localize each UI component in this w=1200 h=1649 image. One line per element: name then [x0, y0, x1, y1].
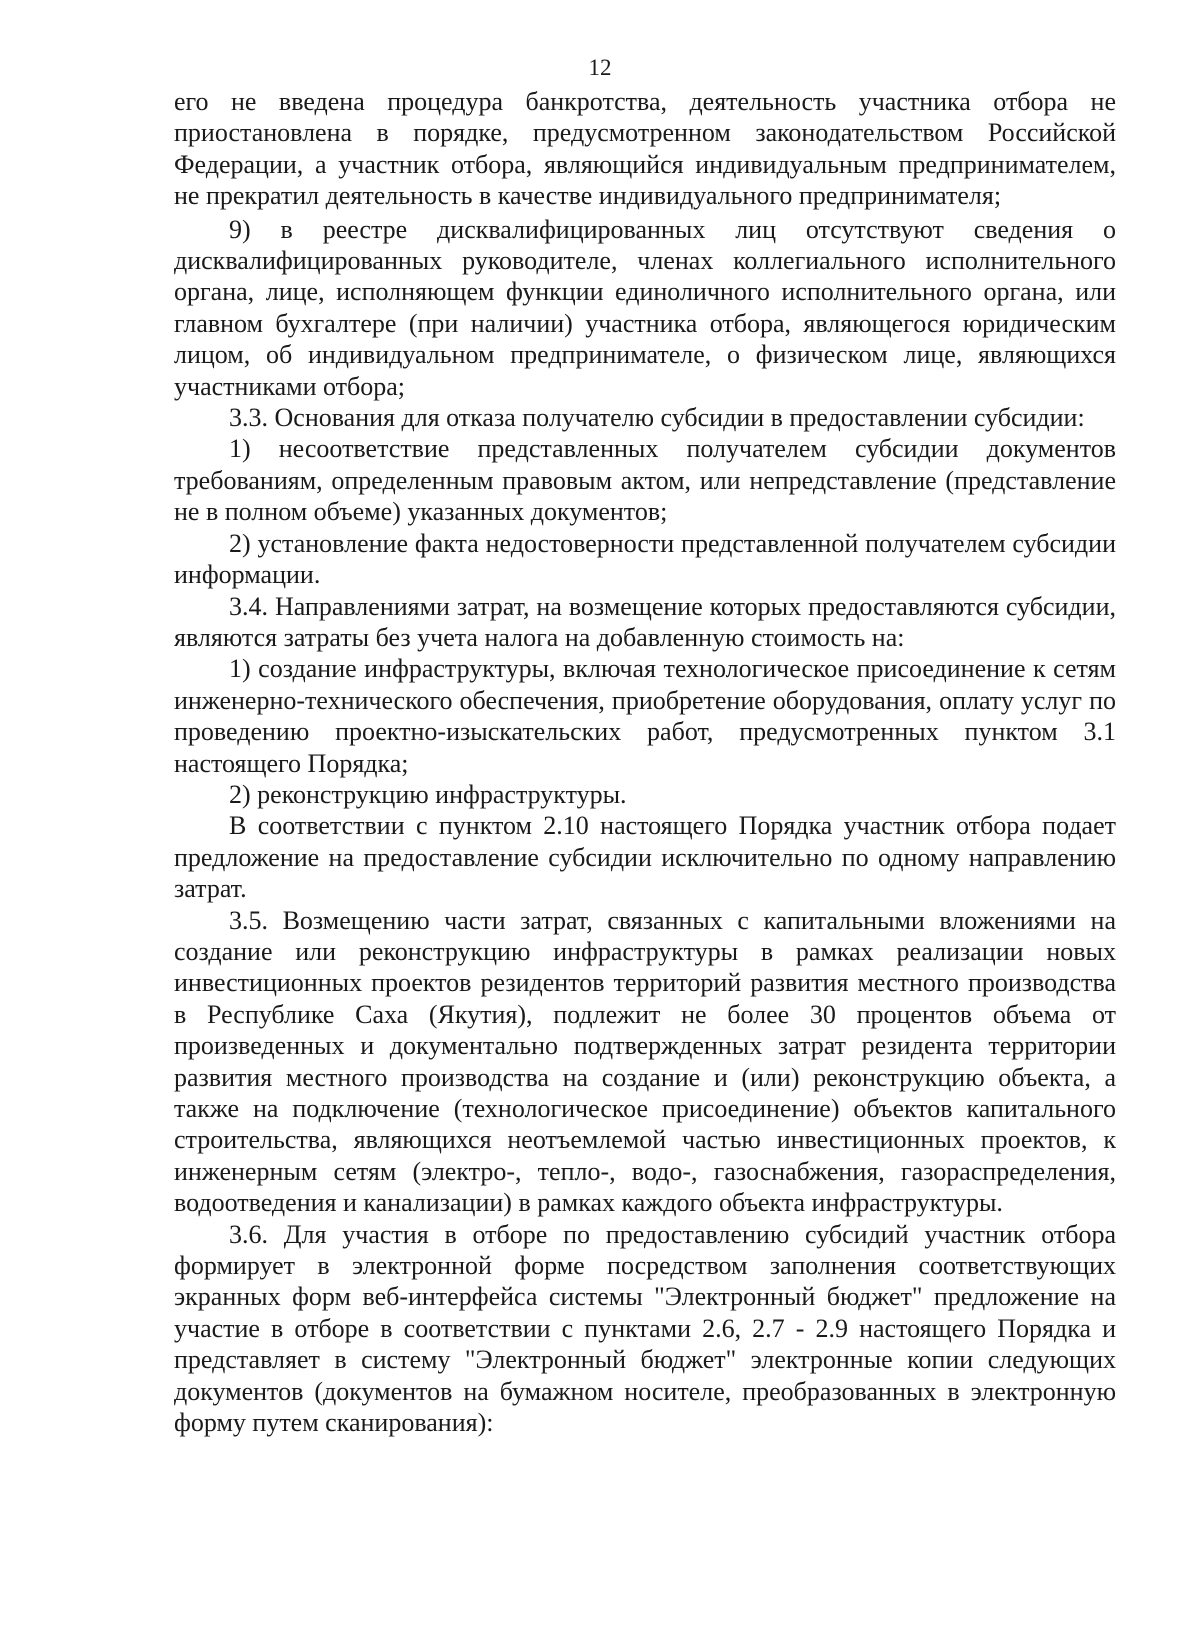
paragraph-3-4-item-1: 1) создание инфраструктуры, включая технологическое присоединение к сетям инженерно-технического обеспечения, приобретение оборудования, оплату услуг по проведению проектно-изыскательских работ, предусмотренных пунктом 3.1 настоящего Порядка; [174, 654, 1116, 778]
paragraph-section-3-6: 3.6. Для участия в отборе по предоставлению субсидий участник отбора формирует в электронной форме посредством заполнения соответствующих экранных форм веб-интерфейса системы "Электронный бюджет" предложение на участие в отборе в соответствии с пунктами 2.6, 2.7 - 2.9 настоящего Порядка и представляет в систему "Электронный бюджет" электронные копии следующих документов (документов на бумажном носителе, преобразованных в электронную форму путем сканирования): [174, 1219, 1116, 1438]
paragraph-item-9: 9) в реестре дисквалифицированных лиц отсутствуют сведения о дисквалифицированных руководителе, членах коллегиального исполнительного органа, лице, исполняющем функции единоличного исполнительного органа, или главном бухгалтере (при наличии) участника отбора, являющегося юридическим лицом, об индивидуальном предпринимателе, о физическом лице, являющихся участниками отбора; [174, 214, 1116, 401]
paragraph-section-3-3: 3.3. Основания для отказа получателю субсидии в предоставлении субсидии: [229, 403, 1085, 433]
paragraph-3-3-item-2: 2) установление факта недостоверности представленной получателем субсидии информации. [174, 528, 1116, 590]
page-number: 12 [588, 55, 612, 80]
paragraph-3-4-item-2: 2) реконструкцию инфраструктуры. [229, 779, 627, 809]
paragraph-3-4-note: В соответствии с пунктом 2.10 настоящего Порядка участник отбора подает предложение на предоставление субсидии исключительно по одному направлению затрат. [174, 811, 1116, 904]
paragraph-section-3-4: 3.4. Направлениями затрат, на возмещение которых предоставляются субсидии, являются затраты без учета налога на добавленную стоимость на: [174, 591, 1116, 652]
paragraph-3-3-item-1: 1) несоответствие представленных получателем субсидии документов требованиям, определенным правовым актом, или непредставление (представление не в полном объеме) указанных документов; [174, 434, 1116, 527]
paragraph-section-3-5: 3.5. Возмещению части затрат, связанных с капитальными вложениями на создание или реконструкцию инфраструктуры в рамках реализации новых инвестиционных проектов резидентов территорий развития местного производства в Республике Саха (Якутия), подлежит не более 30 процентов объема от произведенных и документально подтвержденных затрат резидента территории развития местного производства на создание и (или) реконструкцию объекта, а также на подключение (технологическое присоединение) объектов капитального строительства, являющихся неотъемлемой частью инвестиционных проектов, к инженерным сетям (электро-, тепло-, водо-, газоснабжения, газораспределения, водоотведения и канализации) в рамках каждого объекта инфраструктуры. [174, 905, 1116, 1218]
paragraph-continuation: его не введена процедура банкротства, деятельность участника отбора не приостановлена в порядке, предусмотренном законодательством Российской Федерации, а участник отбора, являющийся индивидуальным предпринимателем, не прекратил деятельность в качестве индивидуального предпринимателя; [174, 87, 1116, 211]
document-body [174, 86, 1116, 1438]
